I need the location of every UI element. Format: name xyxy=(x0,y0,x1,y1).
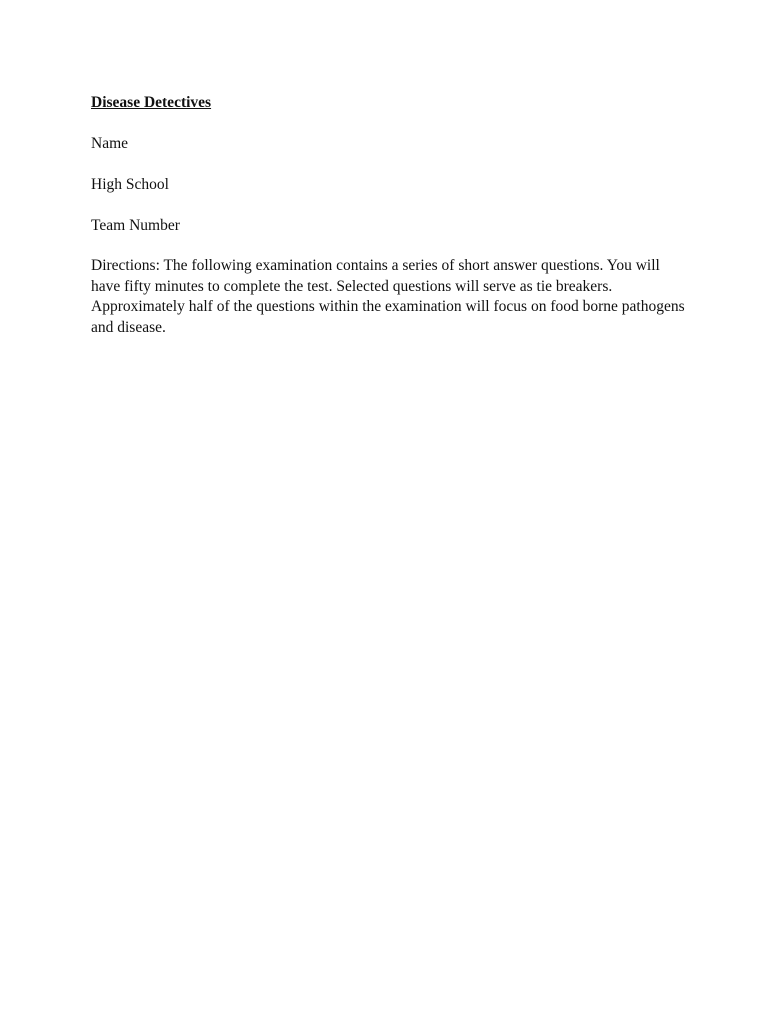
directions-paragraph: Directions: The following examination contains a series of short answer questions. You will have fifty minutes to complete the test. Selected questions will serve as tie breakers. Approximately half of the questions within the examination will focus on food borne pathogens and disease. xyxy=(91,257,685,336)
document-content xyxy=(91,92,691,338)
high-school-field-label: High School xyxy=(91,176,169,193)
name-field-label: Name xyxy=(91,135,129,152)
team-number-field-label: Team Number xyxy=(91,217,180,234)
document-title: Disease Detectives xyxy=(91,94,212,111)
